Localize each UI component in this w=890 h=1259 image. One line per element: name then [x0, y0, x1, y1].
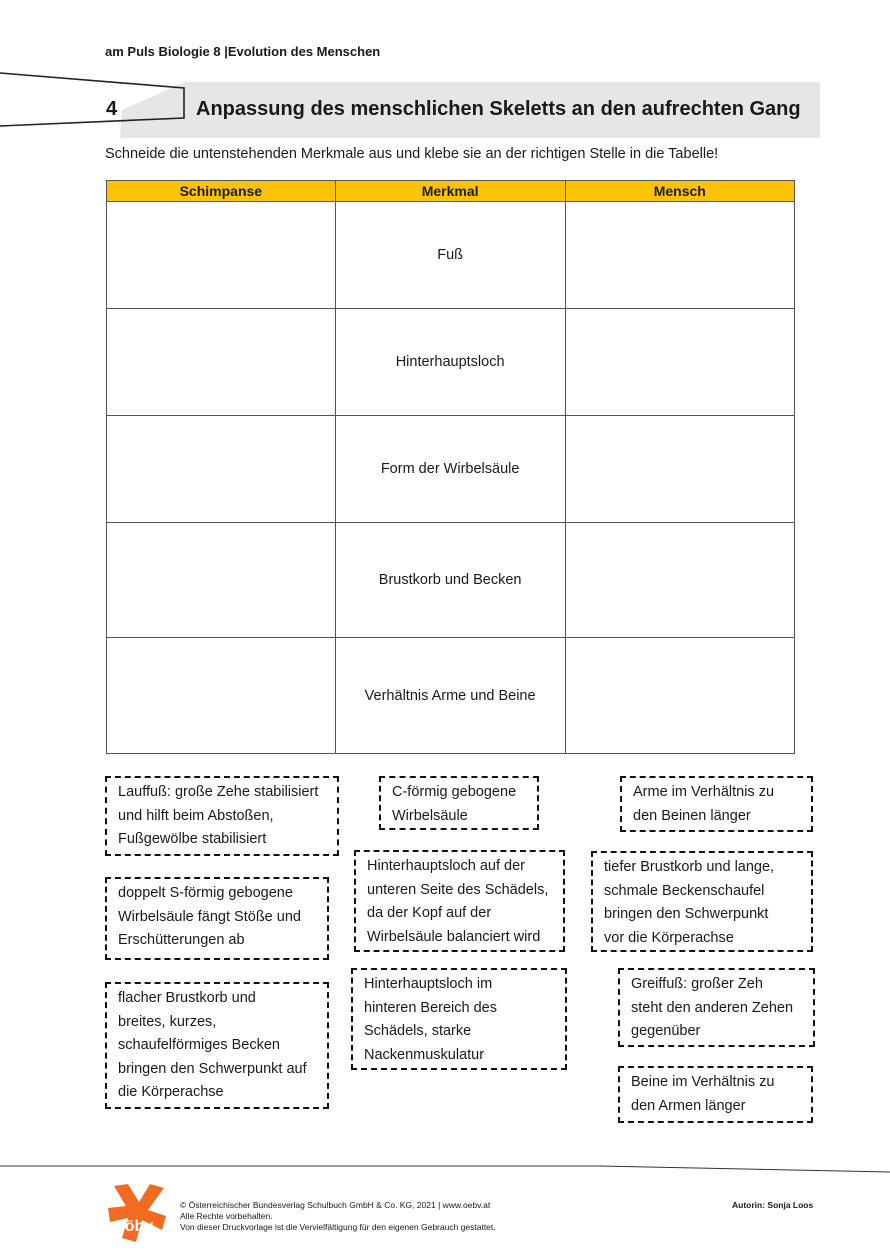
card-beine-laenger[interactable] — [618, 1066, 813, 1123]
table-row — [107, 416, 795, 523]
card-line: gegenüber — [631, 1023, 701, 1039]
table-row — [107, 638, 795, 754]
cell-mensch — [565, 638, 794, 754]
card-line: Beine im Verhältnis zu — [631, 1074, 775, 1090]
table-row — [107, 523, 795, 638]
card-arme-laenger[interactable] — [620, 776, 813, 832]
card-c-foermig[interactable] — [379, 776, 539, 830]
card-line: tiefer Brustkorb und lange, — [604, 859, 775, 875]
card-line: bringen den Schwerpunkt auf — [118, 1060, 307, 1077]
card-line: die Körperachse — [118, 1084, 224, 1100]
card-line: Wirbelsäule — [392, 807, 468, 824]
card-line: schmale Beckenschaufel — [604, 882, 765, 899]
card-line: Wirbelsäule balanciert wird — [367, 928, 541, 945]
card-doppelt-s-foermig[interactable] — [105, 877, 329, 960]
card-greiffuss[interactable] — [618, 968, 815, 1047]
cell-mensch — [565, 202, 794, 309]
cell-schimpanse — [107, 202, 336, 309]
card-line: da der Kopf auf der — [367, 905, 492, 921]
page-title: Anpassung des menschlichen Skeletts an den aufrechten Gang — [196, 98, 801, 120]
card-line: Erschütterungen ab — [118, 932, 245, 948]
card-line: den Armen länger — [631, 1097, 746, 1114]
logo-text: öbv — [124, 1218, 154, 1235]
cell-schimpanse — [107, 523, 336, 638]
card-line: Lauffuß: große Zehe stabilisiert — [118, 784, 319, 800]
footer-author: Autorin: Sonja Loos — [732, 1200, 814, 1210]
card-line: Fußgewölbe stabilisiert — [118, 831, 267, 847]
card-line: schaufelförmiges Becken — [118, 1037, 280, 1053]
footer-copyright: © Österreichischer Bundesverlag Schulbuch GmbH & Co. KG, 2021 | www.oebv.at — [180, 1200, 491, 1210]
column-header-merkmal: Merkmal — [335, 181, 565, 202]
card-line: Wirbelsäule fängt Stöße und — [118, 908, 301, 925]
card-line: breites, kurzes, — [118, 1013, 217, 1030]
card-line: Hinterhauptsloch auf der — [367, 858, 525, 874]
card-line: unteren Seite des Schädels, — [367, 881, 549, 898]
header-line: am Puls Biologie 8 |Evolution des Menschen — [105, 44, 381, 59]
cell-mensch — [565, 416, 794, 523]
card-line: hinteren Bereich des — [364, 999, 497, 1016]
card-line: C-förmig gebogene — [392, 784, 517, 800]
cell-mensch — [565, 309, 794, 416]
card-flacher-brustkorb[interactable] — [105, 982, 329, 1109]
card-line: den Beinen länger — [633, 807, 751, 824]
card-line: Nackenmuskulatur — [364, 1046, 485, 1063]
cell-merkmal: Form der Wirbelsäule — [335, 416, 565, 523]
oebv-logo — [108, 1182, 170, 1244]
card-tiefer-brustkorb[interactable] — [591, 851, 813, 952]
footer-permission: Von dieser Druckvorlage ist die Vervielfältigung für den eigenen Gebrauch gestattet. — [180, 1222, 496, 1232]
card-hinterhauptsloch-unten[interactable] — [354, 850, 565, 952]
card-line: Schädels, starke — [364, 1023, 472, 1039]
card-line: vor die Körperachse — [604, 929, 734, 946]
cell-merkmal: Hinterhauptsloch — [335, 309, 565, 416]
card-line: steht den anderen Zehen — [631, 999, 794, 1016]
card-line: flacher Brustkorb und — [118, 990, 256, 1006]
cell-merkmal: Verhältnis Arme und Beine — [335, 638, 565, 754]
cell-merkmal: Fuß — [335, 202, 565, 309]
cell-mensch — [565, 523, 794, 638]
card-lauffuss[interactable] — [105, 776, 339, 856]
table-header-row — [107, 181, 795, 202]
card-line: Arme im Verhältnis zu — [633, 784, 775, 800]
instruction-text: Schneide die untenstehenden Merkmale aus und klebe sie an der richtigen Stelle in die Tabelle! — [105, 146, 719, 162]
card-line: und hilft beim Abstoßen, — [118, 807, 274, 824]
footer-text — [180, 1200, 496, 1233]
cell-schimpanse — [107, 638, 336, 754]
footer-rights: Alle Rechte vorbehalten. — [180, 1211, 273, 1221]
column-header-mensch: Mensch — [565, 181, 794, 202]
card-line: Hinterhauptsloch im — [364, 976, 493, 992]
cell-merkmal: Brustkorb und Becken — [335, 523, 565, 638]
footer-divider — [0, 1164, 890, 1176]
chapter-number: 4 — [106, 98, 118, 120]
card-line: bringen den Schwerpunkt — [604, 906, 769, 922]
cell-schimpanse — [107, 309, 336, 416]
column-header-schimpanse: Schimpanse — [107, 181, 336, 202]
card-hinterhauptsloch-hinten[interactable] — [351, 968, 567, 1070]
card-line: doppelt S-förmig gebogene — [118, 885, 293, 901]
comparison-table — [106, 180, 795, 754]
card-line: Greiffuß: großer Zeh — [631, 976, 763, 992]
table-row — [107, 309, 795, 416]
cell-schimpanse — [107, 416, 336, 523]
table-row — [107, 202, 795, 309]
